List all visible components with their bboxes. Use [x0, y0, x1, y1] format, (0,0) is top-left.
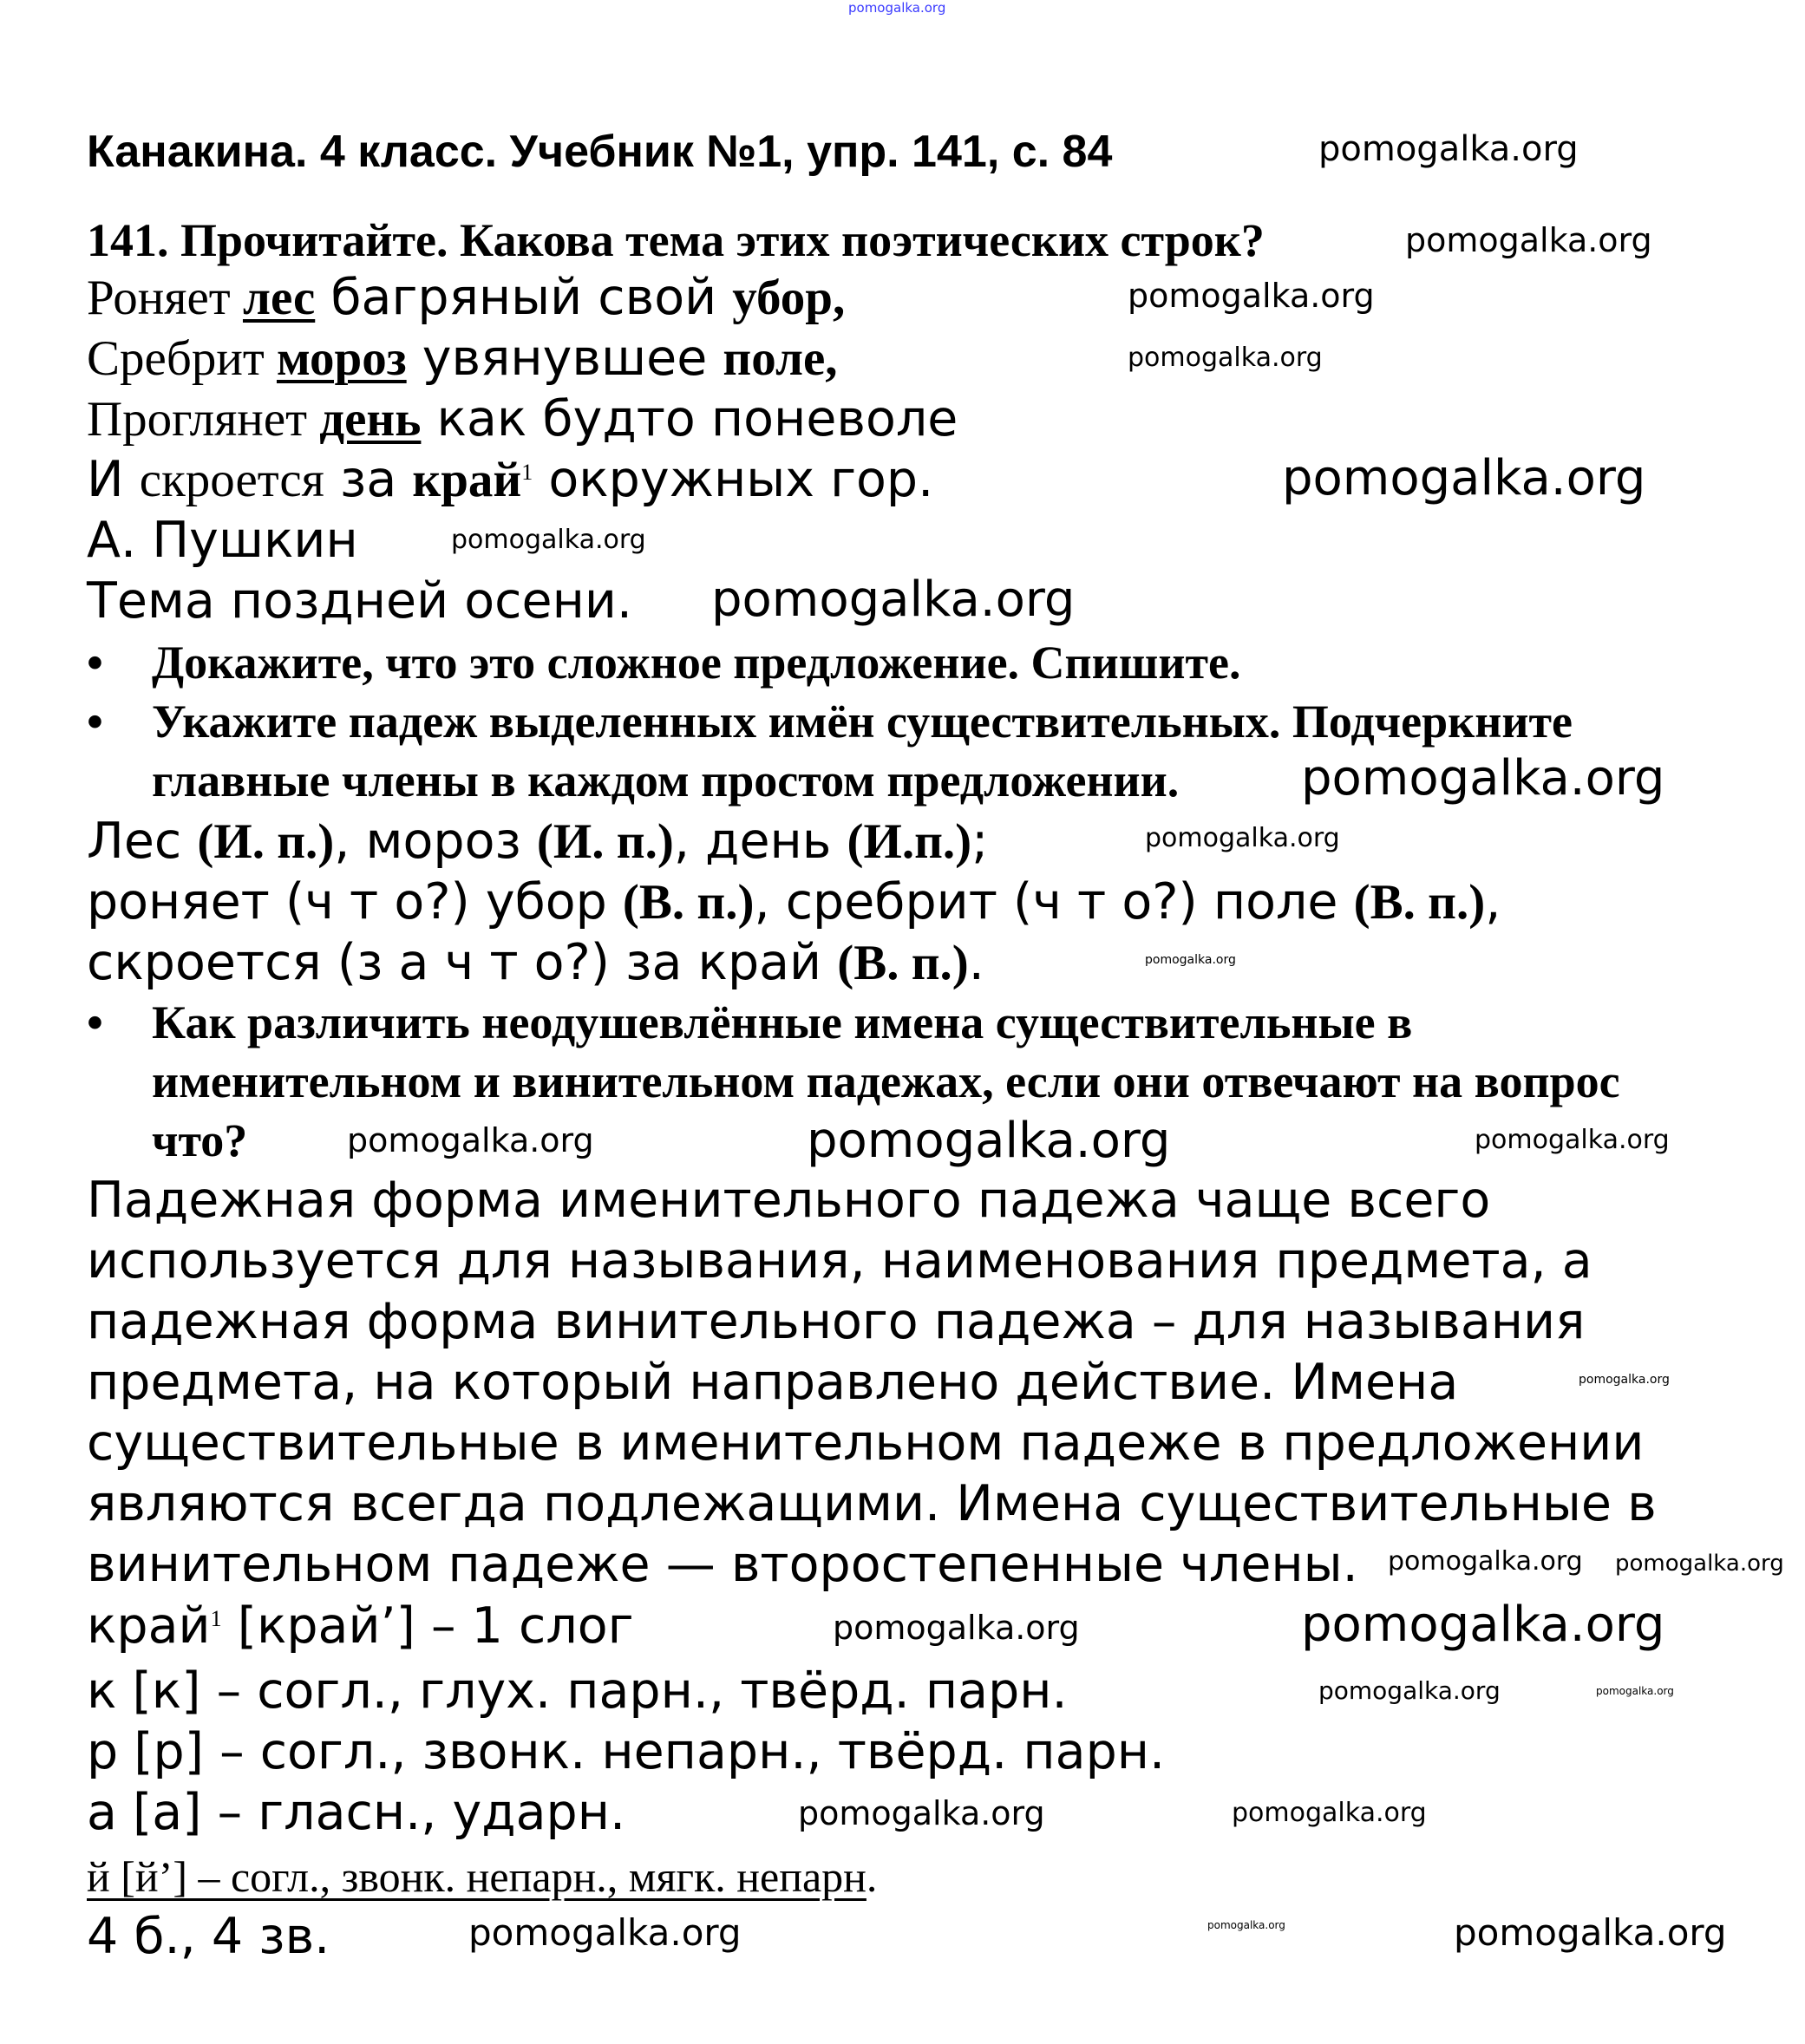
- watermark: pomogalka.org: [1282, 450, 1646, 506]
- text: за: [324, 451, 413, 508]
- text: , мороз: [334, 813, 537, 870]
- watermark: pomogalka.org: [1615, 1551, 1784, 1577]
- watermark: pomogalka.org: [1128, 343, 1323, 373]
- text: ;: [971, 813, 989, 870]
- highlighted-noun: мороз: [276, 331, 407, 386]
- answer-line: винительном падеже — второстепенные члены.: [87, 1536, 1358, 1593]
- bullet-text: Докажите, что это сложное предложение. Спишите.: [152, 637, 1241, 689]
- case-label: (В. п.): [622, 875, 755, 930]
- case-label: (И. п.): [197, 814, 335, 869]
- text: [край’] – 1 слог: [221, 1597, 634, 1655]
- watermark: pomogalka.org: [1145, 823, 1340, 853]
- theme-answer: Тема поздней осени.: [87, 572, 633, 630]
- phonetic-row: а [а] – гласн., ударн.: [87, 1784, 626, 1841]
- poem-line: [87, 389, 958, 450]
- bullet-text: Как различить неодушевлённые имена существительные в: [152, 996, 1413, 1048]
- watermark: pomogalka.org: [1232, 1798, 1427, 1828]
- phonetic-summary: 4 б., 4 зв.: [87, 1908, 330, 1965]
- footnote-mark: 1: [521, 460, 533, 485]
- text: окружных гор.: [533, 451, 934, 508]
- watermark: pomogalka.org: [807, 1113, 1171, 1169]
- watermark: pomogalka.org: [1475, 1125, 1670, 1155]
- text: скроется (з а ч т о?) за край: [87, 934, 838, 991]
- text: край: [87, 1597, 211, 1655]
- watermark: pomogalka.org: [1318, 1676, 1501, 1705]
- text: как будто поневоле: [421, 390, 958, 447]
- answer-line: падежная форма винительного падежа – для называния: [87, 1293, 1586, 1350]
- text: Лес: [87, 813, 198, 870]
- phonetic-row: р [р] – согл., звонк. непарн., твёрд. парн.: [87, 1723, 1166, 1780]
- answer-line: существительные в именительном падеже в предложении: [87, 1414, 1645, 1472]
- poem-author: А. Пушкин: [87, 512, 358, 569]
- phonetic-row: [87, 1845, 877, 1907]
- case-label: (И. п.): [536, 814, 674, 869]
- page-title: Канакина. 4 класс. Учебник №1, упр. 141, с. 84: [87, 127, 1113, 177]
- text: скроется: [139, 453, 324, 507]
- watermark: pomogalka.org: [1388, 1546, 1583, 1577]
- case-label: (В. п.): [837, 936, 969, 990]
- answer-line: предмета, на который направлено действие. Имена: [87, 1354, 1459, 1411]
- text: багряный свой: [315, 269, 733, 326]
- poem-line: [87, 328, 838, 389]
- case-label: (В. п.): [1353, 875, 1486, 930]
- bullet-text: главные члены в каждом простом предложении.: [152, 754, 1180, 806]
- watermark: pomogalka.org: [1301, 1597, 1665, 1653]
- highlighted-noun: край: [412, 453, 522, 507]
- highlighted-noun: день: [319, 392, 422, 447]
- watermark: pomogalka.org: [711, 571, 1076, 628]
- text: , сребрит (ч т о?) поле: [754, 873, 1354, 931]
- watermark: pomogalka.org: [1128, 277, 1375, 315]
- cases-line: [87, 811, 988, 872]
- highlighted-noun: поле,: [723, 331, 838, 386]
- exercise-task: 141. Прочитайте. Какова тема этих поэтических строк?: [87, 214, 1265, 266]
- watermark: pomogalka.org: [347, 1121, 594, 1159]
- bullet-item: [87, 633, 1240, 692]
- highlighted-noun: лес: [242, 271, 316, 325]
- text: Сребрит: [87, 331, 277, 386]
- text: .: [866, 1852, 878, 1901]
- text: Роняет: [87, 271, 243, 325]
- text: , день: [673, 813, 847, 870]
- watermark: pomogalka.org: [1596, 1685, 1674, 1697]
- poem-line: [87, 267, 845, 329]
- text: .: [968, 934, 984, 991]
- text: ,: [1485, 873, 1501, 931]
- text: роняет (ч т о?) убор: [87, 873, 623, 931]
- bullet-icon: •: [87, 637, 103, 689]
- poem-line: [87, 449, 933, 511]
- phonetic-header: [87, 1596, 634, 1656]
- footnote-mark: 1: [210, 1606, 222, 1631]
- watermark: pomogalka.org: [1301, 750, 1665, 806]
- case-label: (И.п.): [847, 814, 972, 869]
- top-watermark: pomogalka.org: [848, 0, 946, 16]
- bullet-text: именительном и винительном падежах, если они отвечают на вопрос: [152, 1055, 1620, 1107]
- text: Проглянет: [87, 392, 320, 447]
- phonetic-row: к [к] – согл., глух. парн., твёрд. парн.: [87, 1662, 1068, 1720]
- answer-line: Падежная форма именительного падежа чаще всего: [87, 1172, 1491, 1229]
- watermark: pomogalka.org: [1207, 1919, 1285, 1931]
- bullet-icon: •: [87, 695, 103, 748]
- watermark: pomogalka.org: [468, 1911, 742, 1954]
- watermark: pomogalka.org: [798, 1794, 1045, 1832]
- watermark: pomogalka.org: [451, 525, 646, 555]
- bullet-item: [87, 993, 1412, 1052]
- watermark: pomogalka.org: [1579, 1373, 1670, 1387]
- highlighted-noun: убор,: [732, 271, 846, 325]
- bullet-item: [87, 692, 1573, 751]
- cases-line: [87, 932, 984, 994]
- cases-line: [87, 872, 1501, 933]
- text: И: [87, 451, 140, 508]
- text: й [й’] – согл., звонк. непарн., мягк. непарн: [87, 1852, 867, 1901]
- bullet-text: Укажите падеж выделенных имён существительных. Подчеркните: [152, 695, 1573, 748]
- answer-line: используется для называния, наименования предмета, а: [87, 1232, 1592, 1290]
- text: увянувшее: [406, 330, 723, 387]
- bullet-text: что?: [152, 1114, 248, 1166]
- watermark: pomogalka.org: [833, 1609, 1080, 1647]
- watermark: pomogalka.org: [1318, 129, 1579, 169]
- watermark: pomogalka.org: [1145, 953, 1236, 967]
- answer-line: являются всегда подлежащими. Имена существительные в: [87, 1475, 1657, 1532]
- watermark: pomogalka.org: [1405, 221, 1652, 259]
- bullet-icon: •: [87, 996, 103, 1048]
- watermark: pomogalka.org: [1454, 1911, 1727, 1954]
